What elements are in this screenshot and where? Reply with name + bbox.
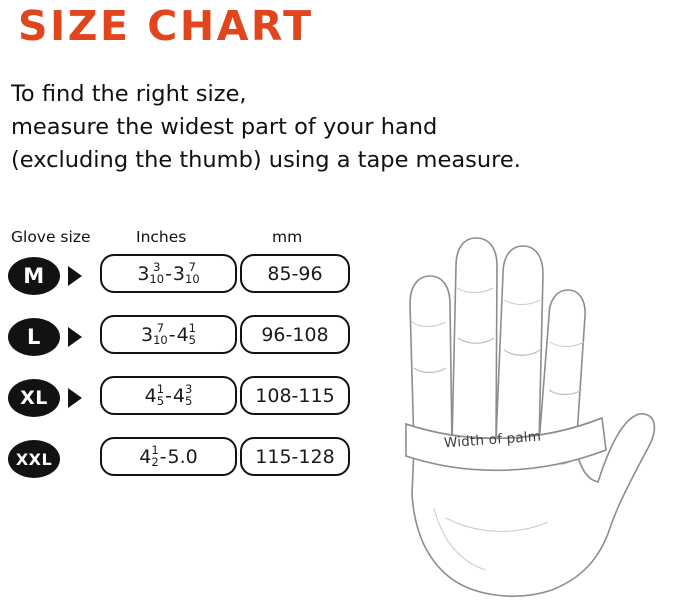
xxl-first-fraction: 1 2	[151, 442, 159, 469]
xl-second-whole: 4	[172, 384, 186, 407]
inches-value-m	[100, 254, 237, 293]
width-of-palm-label: Width of palm	[443, 428, 542, 452]
xl-second-fraction: 3 5	[185, 381, 193, 408]
mm-value-xxl: 115-128	[240, 437, 350, 476]
xl-first-whole: 4	[144, 384, 157, 407]
xxl-second-whole: 5.0	[167, 445, 198, 468]
m-first-whole: 3	[137, 262, 150, 285]
size-table	[0, 228, 370, 254]
column-header-mm: mm	[272, 228, 303, 246]
size-badge-xxl: XXL	[8, 440, 60, 478]
instructions-line-3: (excluding the thumb) using a tape measure.	[11, 147, 521, 173]
m-first-fraction: 3 10	[149, 259, 165, 286]
arrow-right-icon	[68, 388, 82, 408]
instructions-line-1: To find the right size,	[11, 81, 247, 107]
table-header-row	[0, 228, 370, 254]
xl-first-fraction: 1 5	[156, 381, 165, 408]
arrow-right-icon	[68, 266, 82, 286]
m-dash: -	[165, 262, 172, 285]
mm-value-m: 85-96	[240, 254, 350, 293]
inches-value-l	[100, 315, 237, 354]
size-badge-xl: XL	[8, 379, 60, 417]
xxl-dash: -	[159, 445, 167, 468]
xl-dash: -	[165, 384, 172, 407]
page-title: SIZE CHART	[18, 2, 314, 50]
size-badge-l: L	[8, 318, 60, 356]
hand-illustration	[356, 218, 678, 601]
arrow-right-icon	[68, 327, 82, 347]
inches-value-xxl	[100, 437, 237, 476]
instructions-text	[11, 78, 521, 177]
column-header-glove-size: Glove size	[11, 228, 91, 246]
inches-value-xl	[100, 376, 237, 415]
xxl-first-whole: 4	[139, 445, 152, 468]
l-dash: -	[168, 323, 176, 346]
m-second-fraction: 7 10	[185, 259, 200, 286]
l-first-whole: 3	[140, 323, 154, 346]
mm-value-xl: 108-115	[240, 376, 350, 415]
l-first-fraction: 7 10	[153, 320, 168, 347]
column-header-inches: Inches	[136, 228, 187, 246]
mm-value-l: 96-108	[240, 315, 350, 354]
l-second-fraction: 1 5	[188, 320, 196, 347]
m-second-whole: 3	[172, 262, 186, 285]
size-badge-m: M	[8, 257, 60, 295]
l-second-whole: 4	[176, 323, 189, 346]
instructions-line-2: measure the widest part of your hand	[11, 114, 438, 140]
open-hand-outline-icon	[356, 218, 678, 601]
